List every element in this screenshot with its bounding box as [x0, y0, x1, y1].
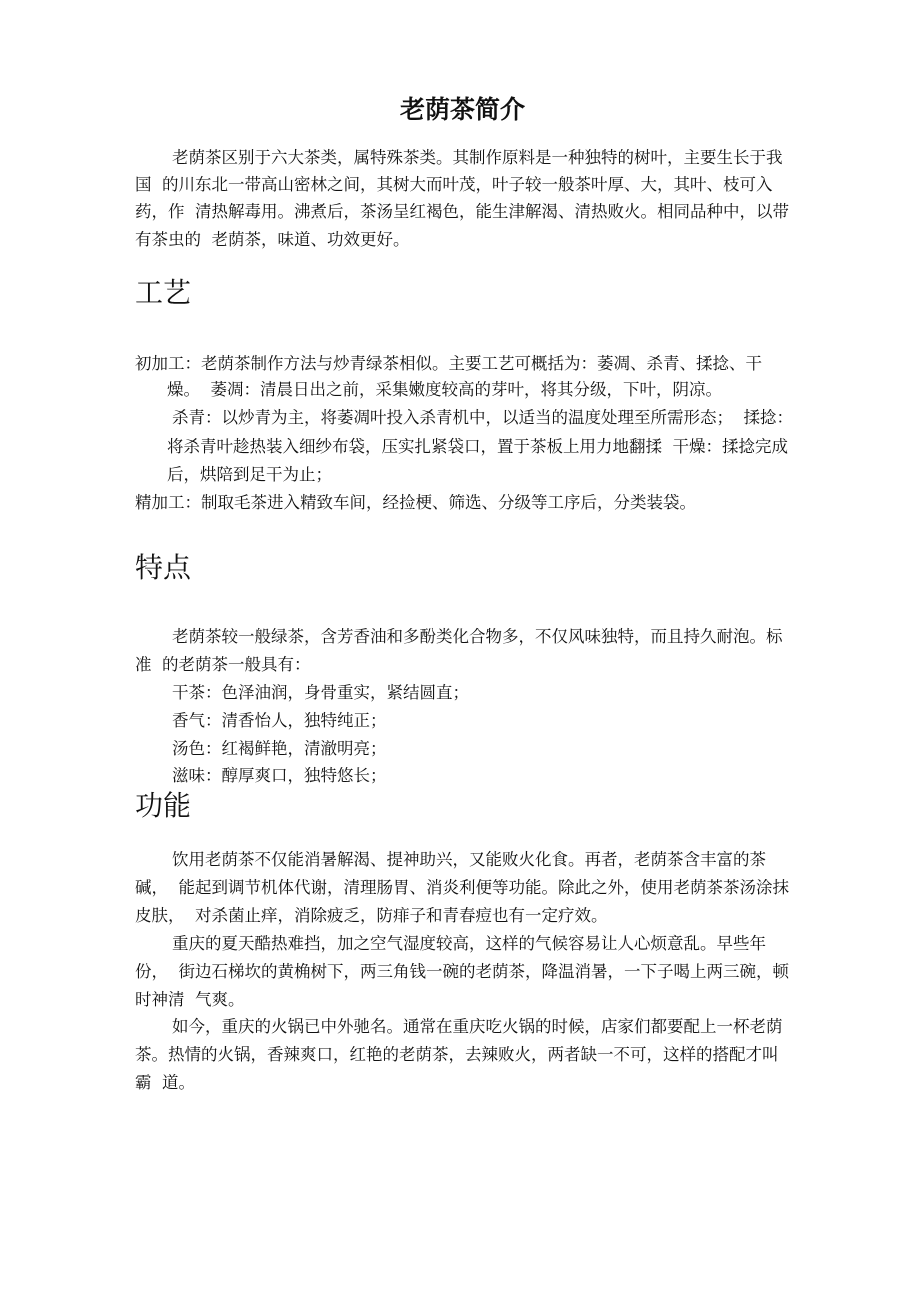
text-line: 份， 街边石梯坎的黄桷树下，两三角钱一碗的老荫茶，降温消暑，一下子喝上两三碗，顿 [135, 962, 789, 981]
text-line: 燥。 萎凋：清晨日出之前，采集嫩度较高的芽叶，将其分级，下叶，阴凉。 [167, 380, 722, 399]
text-line: 重庆的夏天酷热难挡，加之空气湿度较高，这样的气候容易让人心烦意乱。早些年 [172, 934, 766, 953]
feature-item: 汤色：红褐鲜艳，清澈明亮； [172, 739, 387, 758]
text-line: 初加工：老荫茶制作方法与炒青绿茶相似。主要工艺可概括为：萎凋、杀青、揉捻、干 [135, 354, 762, 373]
document-title: 老荫茶简介 [399, 95, 525, 124]
section-heading-craft: 工艺 [135, 276, 192, 309]
text-line: 如今，重庆的火锅已中外驰名。通常在重庆吃火锅的时候，店家们都要配上一杯老荫 [172, 1017, 783, 1036]
text-line: 饮用老荫茶不仅能消暑解渴、提神助兴，又能败火化食。再者，老荫茶含丰富的茶 [172, 850, 766, 869]
text-line: 有茶虫的 老荫茶，味道、功效更好。 [135, 230, 410, 249]
text-line: 老荫茶较一般绿茶，含芳香油和多酚类化合物多，不仅风味独特，而且持久耐泡。标 [172, 627, 783, 646]
text-line: 碱， 能起到调节机体代谢，清理肠胃、消炎利便等功能。除此之外，使用老荫茶茶汤涂抹 [135, 878, 789, 897]
section-heading-features: 特点 [135, 551, 192, 584]
text-line: 精加工：制取毛茶进入精致车间，经捡梗、筛选、分级等工序后，分类装袋。 [135, 493, 696, 512]
text-line: 时神清 气爽。 [135, 990, 245, 1009]
text-line: 药，作 清热解毒用。沸煮后，茶汤呈红褐色，能生津解渴、清热败火。相同品种中，以带 [135, 202, 789, 221]
feature-item: 滋味：醇厚爽口，独特悠长； [172, 766, 387, 785]
text-line: 杀青：以炒青为主，将萎凋叶投入杀青机中，以适当的温度处理至所需形态； 揉捻： [172, 408, 793, 427]
text-line: 将杀青叶趁热装入细纱布袋，压实扎紧袋口，置于茶板上用力地翻揉 干燥：揉捻完成 [167, 437, 788, 456]
text-line: 准 的老荫茶一般具有： [135, 655, 311, 674]
text-line: 茶。热情的火锅，香辣爽口，红艳的老荫茶，去辣败火，两者缺一不可，这样的搭配才叫 [135, 1045, 779, 1064]
text-line: 皮肤， 对杀菌止痒，消除疲乏，防痱子和青春痘也有一定疗效。 [135, 906, 608, 925]
text-line: 霸 道。 [135, 1073, 195, 1092]
text-line: 国 的川东北一带高山密林之间，其树大而叶茂，叶子较一般茶叶厚、大，其叶、枝可入 [135, 175, 773, 194]
text-line: 老荫茶区别于六大茶类，属特殊茶类。其制作原料是一种独特的树叶，主要生长于我 [172, 148, 783, 167]
text-line: 后，烘陪到足干为止； [167, 465, 332, 484]
section-heading-function: 功能 [135, 789, 192, 822]
feature-item: 干茶：色泽油润，身骨重实，紧结圆直； [172, 683, 469, 702]
feature-item: 香气：清香怡人，独特纯正； [172, 711, 387, 730]
